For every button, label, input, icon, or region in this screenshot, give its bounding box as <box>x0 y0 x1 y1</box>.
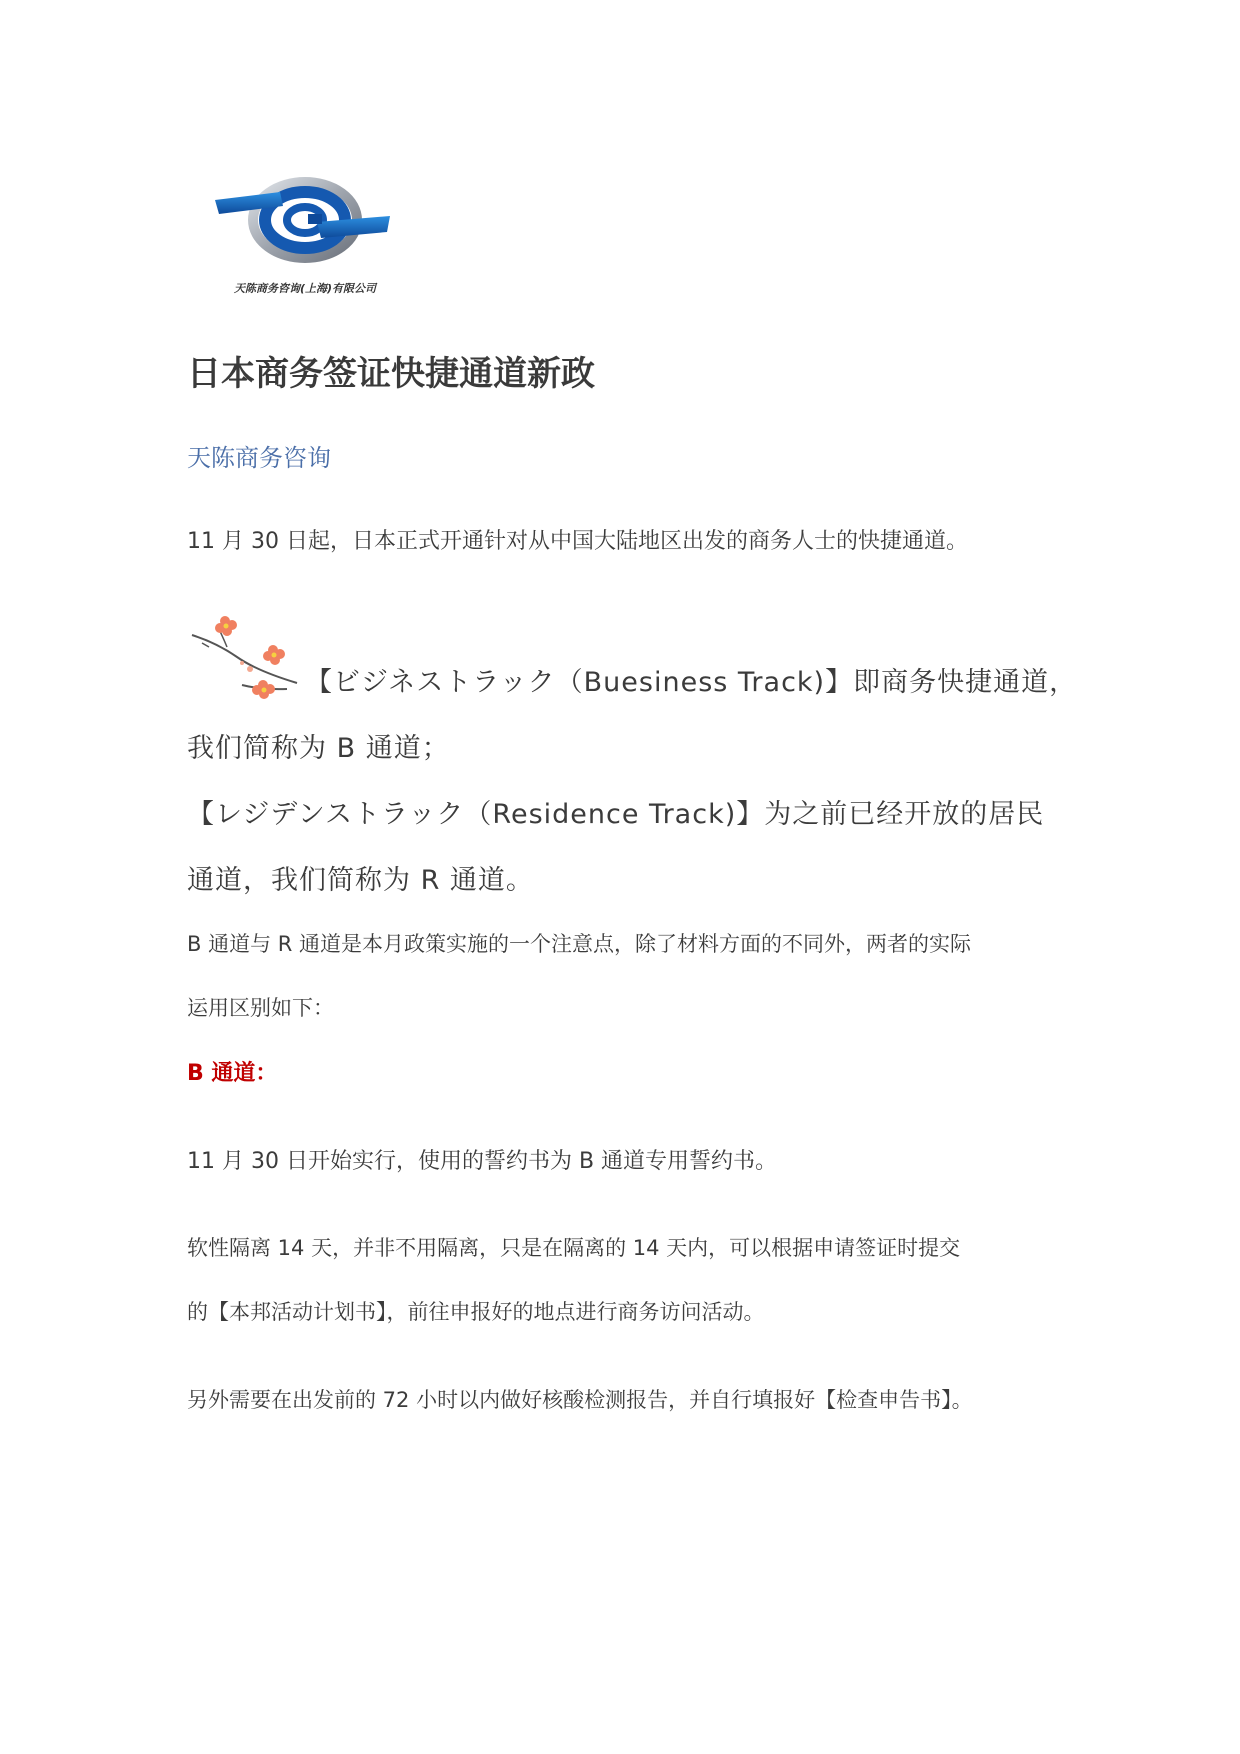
page-title: 日本商务签证快捷通道新政 <box>187 354 595 394</box>
plum-blossom-icon <box>187 605 307 705</box>
b-para3: 另外需要在出发前的 72 小时以内做好核酸检测报告，并自行填报好【检查申告书】。 <box>187 1388 973 1412</box>
track-r-line1: 【レジデンストラック（Residence Track)】为之前已经开放的居民 <box>187 799 1045 830</box>
track-b-line2: 我们简称为 B 通道； <box>187 733 450 764</box>
b-para2-line2: 的【本邦活动计划书】，前往申报好的地点进行商务访问活动。 <box>187 1300 765 1324</box>
diff-line2: 运用区别如下： <box>187 996 334 1020</box>
track-r-line2: 通道，我们简称为 R 通道。 <box>187 865 534 896</box>
author-link[interactable]: 天陈商务咨询 <box>187 444 331 472</box>
logo-caption: 天陈商务咨询(上海)有限公司 <box>233 282 377 295</box>
intro-paragraph: 11 月 30 日起，日本正式开通针对从中国大陆地区出发的商务人士的快捷通道。 <box>187 529 968 554</box>
b-para2-line1: 软性隔离 14 天，并非不用隔离，只是在隔离的 14 天内，可以根据申请签证时提交 <box>187 1236 961 1260</box>
b-para1: 11 月 30 日开始实行，使用的誓约书为 B 通道专用誓约书。 <box>187 1149 778 1174</box>
b-track-heading: B 通道： <box>187 1061 278 1086</box>
diff-line1: B 通道与 R 通道是本月政策实施的一个注意点，除了材料方面的不同外，两者的实际 <box>187 932 972 956</box>
track-b-line1: 【ビジネストラック（Buesiness Track)】即商务快捷通道， <box>305 667 1078 698</box>
